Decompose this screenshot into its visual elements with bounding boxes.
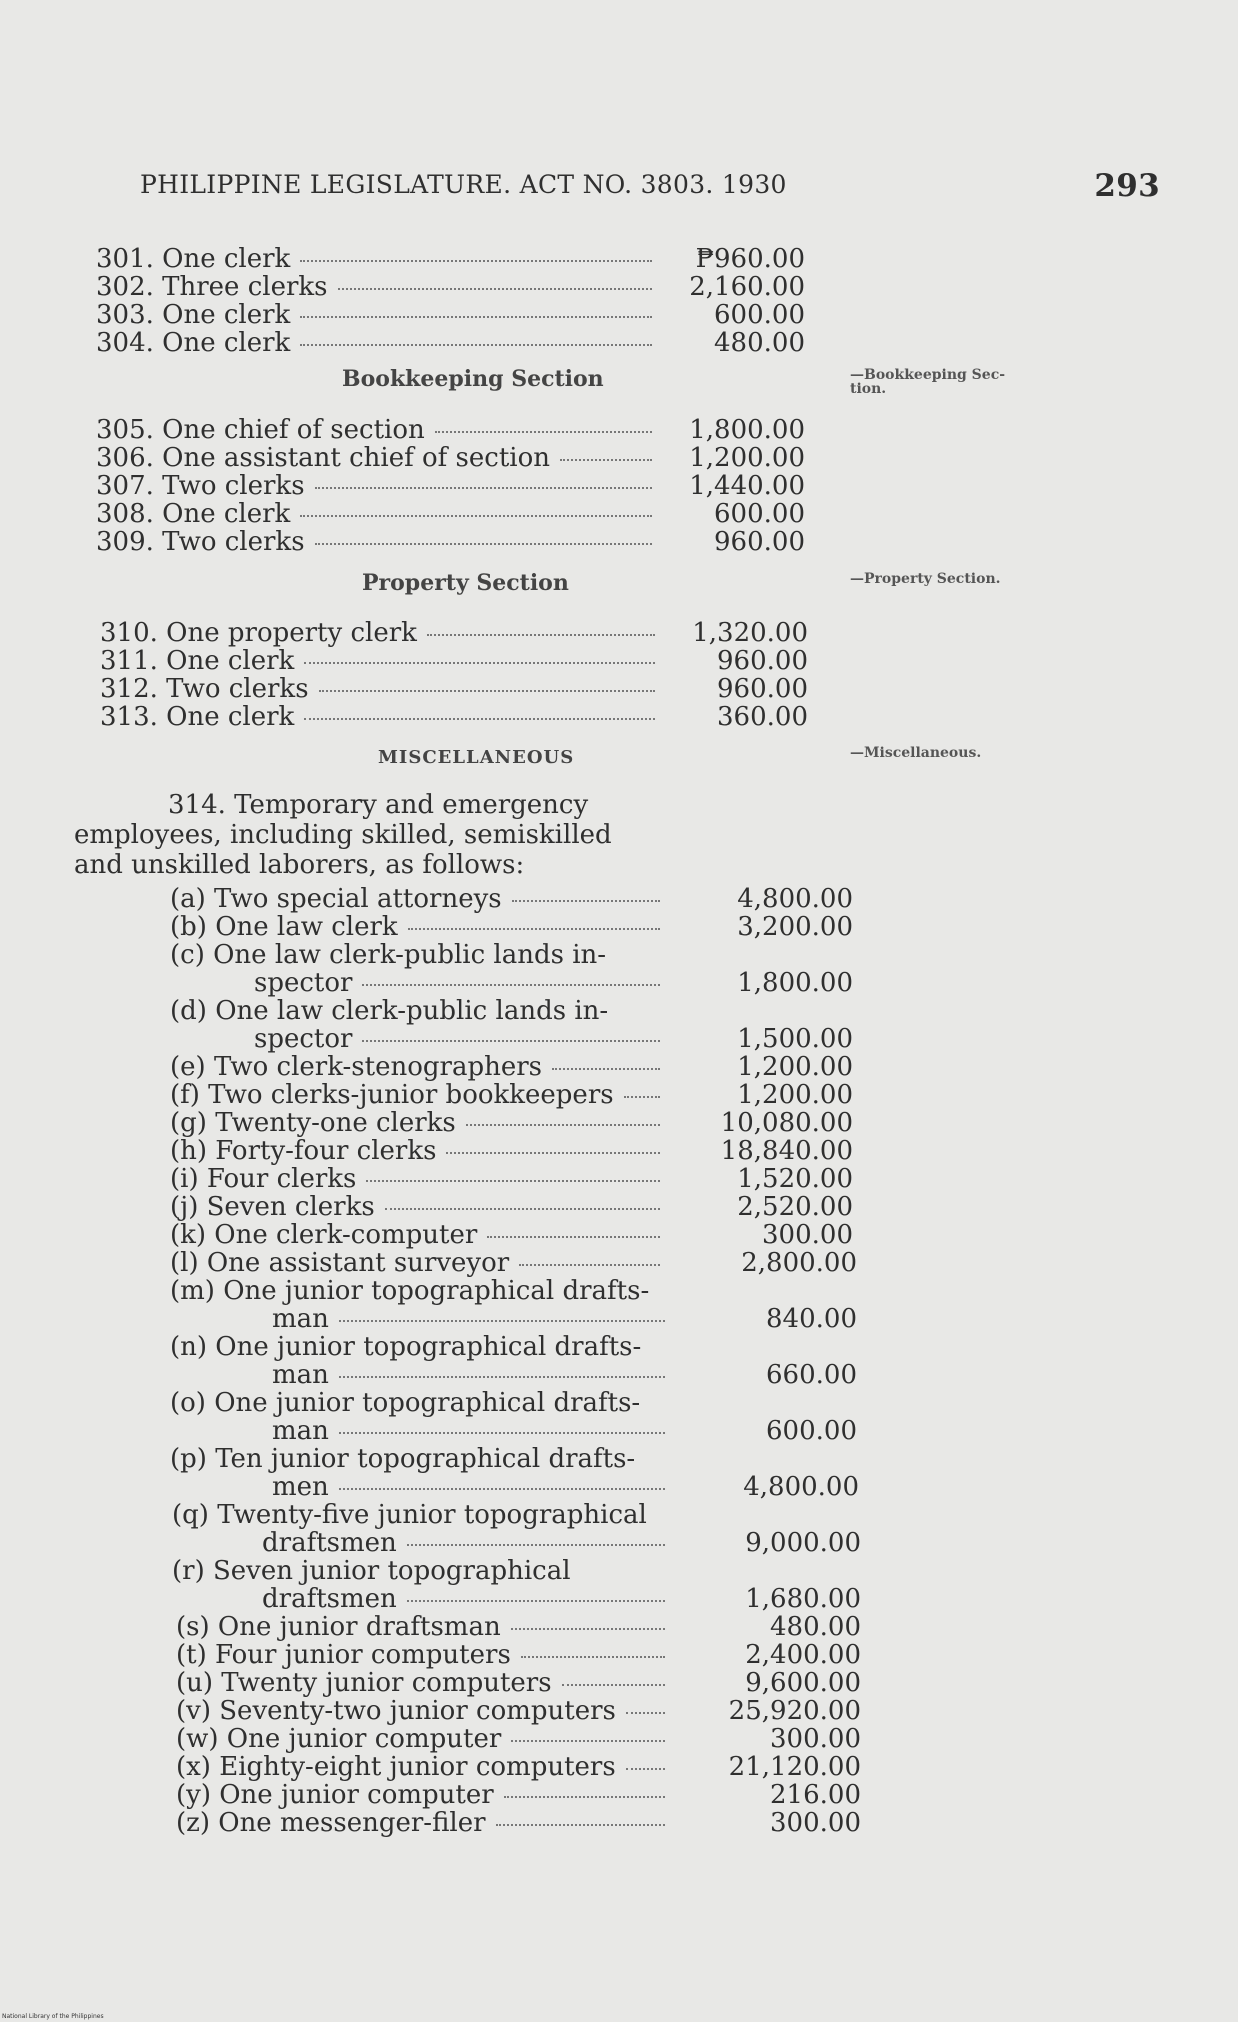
line-item [0, 1248, 1238, 1276]
dot-leader [362, 1040, 660, 1042]
line-item-label: (j) Seven clerks [170, 1192, 375, 1222]
dot-leader [408, 928, 660, 930]
line-item-label: (e) Two clerk-stenographers [170, 1052, 542, 1082]
line-item-label: (u) Twenty junior computers [176, 1668, 552, 1698]
line-item-amount: 960.00 [714, 527, 805, 557]
line-item [0, 1388, 1238, 1416]
line-item [0, 1668, 1238, 1696]
side-note-property: —Property Section. [850, 571, 1001, 587]
line-item-label: (k) One clerk-computer [170, 1220, 478, 1250]
dot-leader [427, 634, 655, 636]
line-item [0, 1500, 1238, 1528]
line-item-label: spector [254, 968, 353, 998]
line-item-label: 306. One assistant chief of section [96, 443, 551, 473]
line-item [0, 1024, 1238, 1052]
line-item [0, 1108, 1238, 1136]
line-item-amount: 2,160.00 [689, 272, 805, 302]
line-item-amount: 960.00 [717, 646, 808, 676]
line-item-amount: 1,680.00 [745, 1584, 861, 1614]
dot-leader [339, 1320, 665, 1322]
line-item [0, 996, 1238, 1024]
line-item-label: 311. One clerk [100, 646, 295, 676]
line-item [0, 1808, 1238, 1836]
line-item-label: (q) Twenty-five junior topographical [172, 1500, 647, 1530]
page-number: 293 [1094, 168, 1160, 204]
line-item-label: 303. One clerk [96, 300, 291, 330]
line-item [0, 527, 1238, 555]
dot-leader [521, 1656, 665, 1658]
line-item [0, 1584, 1238, 1612]
line-item-amount: 3,200.00 [737, 912, 853, 942]
line-item-amount: 1,800.00 [689, 415, 805, 445]
line-item [0, 1136, 1238, 1164]
line-item [0, 1556, 1238, 1584]
line-item-label: (c) One law clerk-public lands in- [170, 940, 607, 970]
dot-leader [339, 1376, 665, 1378]
dot-leader [519, 1264, 660, 1266]
line-item [0, 471, 1238, 499]
dot-leader [304, 718, 655, 720]
line-item-amount: 10,080.00 [720, 1108, 853, 1138]
dot-leader [504, 1796, 665, 1798]
line-item-label: (s) One junior draftsman [176, 1612, 501, 1642]
line-item-amount: 600.00 [766, 1416, 857, 1446]
line-item-amount: 300.00 [770, 1808, 861, 1838]
line-item [0, 968, 1238, 996]
line-item [0, 1360, 1238, 1388]
line-item-amount: 1,200.00 [737, 1080, 853, 1110]
line-item [0, 244, 1238, 272]
line-item-label: 307. Two clerks [96, 471, 305, 501]
line-item [0, 415, 1238, 443]
line-item-label: (b) One law clerk [170, 912, 398, 942]
line-item-amount: 360.00 [717, 702, 808, 732]
line-item-amount: 480.00 [714, 328, 805, 358]
line-item-label: (t) Four junior computers [176, 1640, 511, 1670]
line-item-label: (v) Seventy-two junior computers [176, 1696, 616, 1726]
line-item-amount: 1,520.00 [737, 1164, 853, 1194]
dot-leader [407, 1600, 665, 1602]
line-item [0, 1444, 1238, 1472]
line-item [0, 1696, 1238, 1724]
line-item-amount: 1,200.00 [737, 1052, 853, 1082]
dot-leader [300, 515, 652, 517]
dot-leader [315, 487, 652, 489]
line-item-amount: 480.00 [770, 1612, 861, 1642]
line-item-label: 308. One clerk [96, 499, 291, 529]
line-item-label: (x) Eighty-eight junior computers [176, 1752, 616, 1782]
line-item-label: spector [254, 1024, 353, 1054]
line-item-label: man [272, 1416, 329, 1446]
line-item-amount: 18,840.00 [720, 1136, 853, 1166]
line-item-label: draftsmen [262, 1528, 397, 1558]
dot-leader [319, 690, 655, 692]
line-item [0, 1304, 1238, 1332]
running-head: PHILIPPINE LEGISLATURE. ACT NO. 3803. 1930 [140, 170, 787, 199]
line-item-label: man [272, 1304, 329, 1334]
line-item-label: men [272, 1472, 329, 1502]
side-note-miscellaneous: —Miscellaneous. [850, 745, 982, 761]
line-item-amount: 1,500.00 [737, 1024, 853, 1054]
side-note-bookkeeping: —Bookkeeping Sec- tion. [850, 367, 1006, 397]
line-item-amount: 9,000.00 [745, 1528, 861, 1558]
dot-leader [512, 900, 660, 902]
line-item-label: 312. Two clerks [100, 674, 309, 704]
line-item [0, 1332, 1238, 1360]
line-item [0, 1416, 1238, 1444]
line-item-label: (a) Two special attorneys [170, 884, 502, 914]
footer-credit: National Library of the Philippines [2, 2013, 104, 2020]
dot-leader [407, 1544, 665, 1546]
line-item-label: (w) One junior computer [176, 1724, 502, 1754]
line-item-label: 309. Two clerks [96, 527, 305, 557]
line-item [0, 499, 1238, 527]
line-item [0, 912, 1238, 940]
line-item-amount: 960.00 [717, 674, 808, 704]
dot-leader [435, 431, 652, 433]
dot-leader [511, 1740, 665, 1742]
page-header [140, 170, 1160, 210]
line-item [0, 1640, 1238, 1668]
dot-leader [466, 1124, 660, 1126]
line-item-label: (d) One law clerk-public lands in- [170, 996, 609, 1026]
line-item-amount: 1,440.00 [689, 471, 805, 501]
line-item-label: (p) Ten junior topographical drafts- [170, 1444, 636, 1474]
line-item [0, 1780, 1238, 1808]
dot-leader [300, 344, 652, 346]
line-item [0, 1052, 1238, 1080]
line-item-label: man [272, 1360, 329, 1390]
line-item-label: 304. One clerk [96, 328, 291, 358]
line-item-label: (g) Twenty-one clerks [170, 1108, 456, 1138]
line-item [0, 1472, 1238, 1500]
line-item [0, 272, 1238, 300]
line-item [0, 1612, 1238, 1640]
line-item-label: draftsmen [262, 1584, 397, 1614]
line-item-amount: 4,800.00 [737, 884, 853, 914]
line-item [0, 884, 1238, 912]
line-item-label: 310. One property clerk [100, 618, 417, 648]
line-item-amount: 1,800.00 [737, 968, 853, 998]
dot-leader [300, 316, 652, 318]
line-item-amount: 600.00 [714, 300, 805, 330]
section-title-bookkeeping: Bookkeeping Section [342, 366, 604, 392]
line-item [0, 1192, 1238, 1220]
line-item-amount: 600.00 [714, 499, 805, 529]
dot-leader [552, 1068, 660, 1070]
dot-leader [446, 1152, 660, 1154]
line-item-amount: 2,400.00 [745, 1640, 861, 1670]
line-item [0, 940, 1238, 968]
dot-leader [385, 1208, 660, 1210]
line-item [0, 1528, 1238, 1556]
dot-leader [304, 662, 655, 664]
line-item-label: (r) Seven junior topographical [172, 1556, 571, 1586]
line-item-label: 313. One clerk [100, 702, 295, 732]
line-item-label: (y) One junior computer [176, 1780, 494, 1810]
line-item-label: (f) Two clerks-junior bookkeepers [170, 1080, 614, 1110]
line-item-amount: 300.00 [770, 1724, 861, 1754]
line-item-label: (m) One junior topographical drafts- [170, 1276, 650, 1306]
dot-leader [300, 260, 652, 262]
line-item-amount: 21,120.00 [728, 1752, 861, 1782]
line-item [0, 1724, 1238, 1752]
line-item-amount: 300.00 [762, 1220, 853, 1250]
line-item-label: (l) One assistant surveyor [170, 1248, 510, 1278]
dot-leader [487, 1236, 660, 1238]
line-item [0, 674, 1238, 702]
line-item-amount: 2,520.00 [737, 1192, 853, 1222]
dot-leader [560, 459, 652, 461]
line-item-amount: 4,800.00 [743, 1472, 859, 1502]
dot-leader [496, 1824, 665, 1826]
line-item-amount: 2,800.00 [741, 1248, 857, 1278]
line-item [0, 443, 1238, 471]
line-item-amount: ₱960.00 [695, 244, 805, 274]
line-item [0, 646, 1238, 674]
line-item-amount: 660.00 [766, 1360, 857, 1390]
line-item [0, 328, 1238, 356]
paragraph-314: 314. Temporary and emergency employees, including skilled, semiskilled and unskilled laborers, as follows: [74, 790, 612, 880]
dot-leader [339, 1488, 665, 1490]
line-item [0, 702, 1238, 730]
line-item [0, 1164, 1238, 1192]
line-item-label: (z) One messenger-filer [176, 1808, 486, 1838]
section-title-property: Property Section [362, 570, 569, 596]
dot-leader [338, 288, 652, 290]
line-item-label: (h) Forty-four clerks [170, 1136, 437, 1166]
line-item-label: (n) One junior topographical drafts- [170, 1332, 642, 1362]
line-item [0, 1080, 1238, 1108]
dot-leader [562, 1684, 665, 1686]
dot-leader [511, 1628, 665, 1630]
dot-leader [339, 1432, 665, 1434]
line-item-label: 305. One chief of section [96, 415, 425, 445]
line-item-amount: 1,200.00 [689, 443, 805, 473]
line-item [0, 1220, 1238, 1248]
line-item-amount: 840.00 [766, 1304, 857, 1334]
dot-leader [362, 984, 660, 986]
line-item-label: 302. Three clerks [96, 272, 328, 302]
section-title-miscellaneous: MISCELLANEOUS [378, 747, 575, 768]
dot-leader [626, 1768, 665, 1770]
line-item-label: 301. One clerk [96, 244, 291, 274]
line-item-label: (o) One junior topographical drafts- [170, 1388, 641, 1418]
dot-leader [366, 1180, 660, 1182]
line-item-label: (i) Four clerks [170, 1164, 357, 1194]
line-item-amount: 216.00 [770, 1780, 861, 1810]
line-item [0, 300, 1238, 328]
line-item-amount: 25,920.00 [728, 1696, 861, 1726]
line-item-amount: 1,320.00 [692, 618, 808, 648]
line-item-amount: 9,600.00 [745, 1668, 861, 1698]
line-item [0, 1276, 1238, 1304]
line-item [0, 618, 1238, 646]
dot-leader [315, 543, 652, 545]
dot-leader [624, 1096, 660, 1098]
line-item [0, 1752, 1238, 1780]
dot-leader [626, 1712, 665, 1714]
